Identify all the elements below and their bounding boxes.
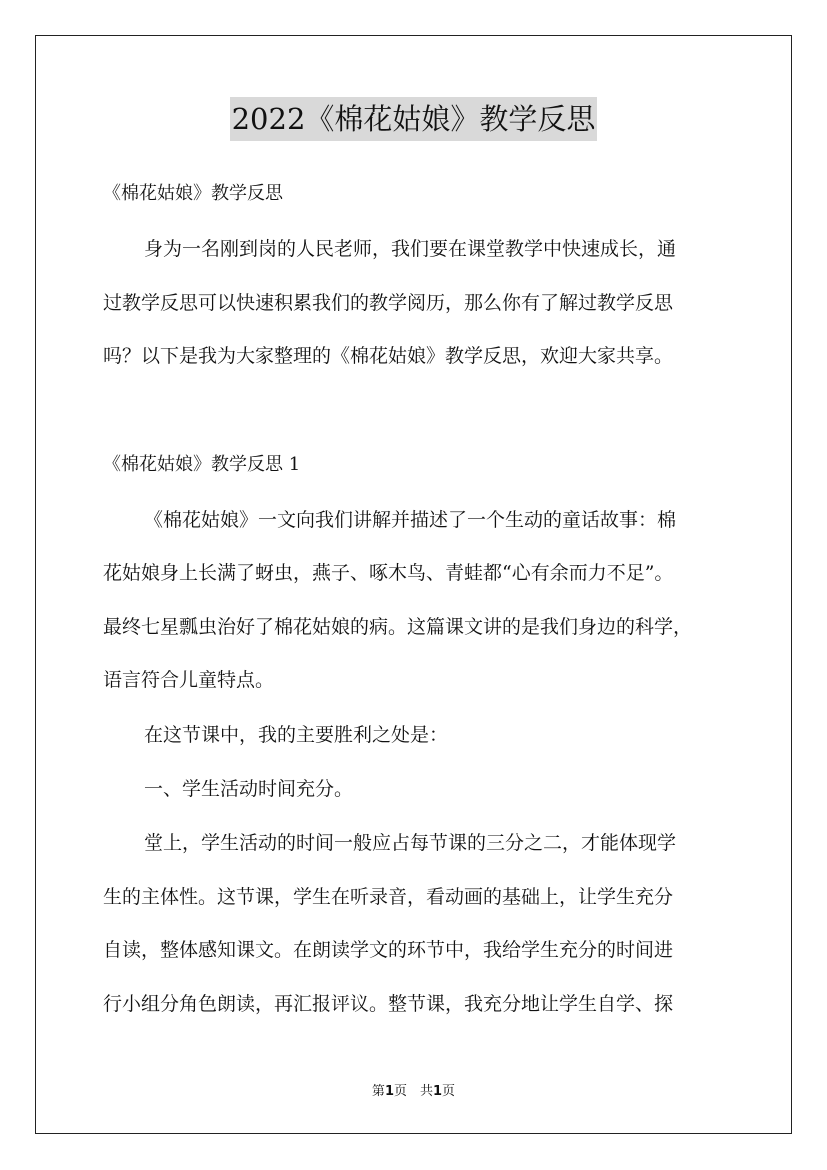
- para4-line-4: 行小组分角色朗读，再汇报评议。整节课，我充分地让学生自学、探: [103, 993, 674, 1015]
- footer-page-prefix: 第: [371, 1084, 385, 1099]
- footer-page-suffix: 页: [442, 1084, 456, 1099]
- footer-page-number: 1: [384, 1084, 394, 1099]
- section-heading: 《棉花姑娘》教学反思 1: [103, 454, 301, 475]
- intro-line-2: 过教学反思可以快速积累我们的教学阅历，那么你有了解过教学反思: [103, 292, 674, 314]
- para1-line-2: 花姑娘身上长满了蚜虫，燕子、啄木鸟、青蛙都“心有余而力不足”。: [103, 562, 674, 584]
- title-wrap: [0, 97, 827, 141]
- para3-line: 一、学生活动时间充分。: [144, 778, 354, 800]
- footer-page-total: 1: [433, 1084, 443, 1099]
- intro-line-3: 吗？以下是我为大家整理的《棉花姑娘》教学反思，欢迎大家共享。: [103, 345, 674, 367]
- page-footer: [0, 1083, 827, 1101]
- document-subtitle: 《棉花姑娘》教学反思: [103, 183, 283, 204]
- para1-line-3: 最终七星瓢虫治好了棉花姑娘的病。这篇课文讲的是我们身边的科学，: [103, 616, 693, 638]
- document-title: 2022《棉花姑娘》教学反思: [230, 97, 598, 141]
- para1-line-4: 语言符合儿童特点。: [103, 669, 275, 691]
- intro-line-1: 身为一名刚到岗的人民老师，我们要在课堂教学中快速成长，通: [144, 238, 677, 260]
- para4-line-3: 自读，整体感知课文。在朗读学文的环节中，我给学生充分的时间进: [103, 939, 674, 961]
- para2-line: 在这节课中，我的主要胜利之处是：: [144, 724, 449, 746]
- para4-line-2: 生的主体性。这节课，学生在听录音，看动画的基础上，让学生充分: [103, 886, 674, 908]
- footer-page-mid: 页 共: [393, 1084, 433, 1099]
- para4-line-1: 堂上，学生活动的时间一般应占每节课的三分之二，才能体现学: [144, 832, 677, 854]
- para1-line-1: 《棉花姑娘》一文向我们讲解并描述了一个生动的童话故事：棉: [144, 509, 677, 531]
